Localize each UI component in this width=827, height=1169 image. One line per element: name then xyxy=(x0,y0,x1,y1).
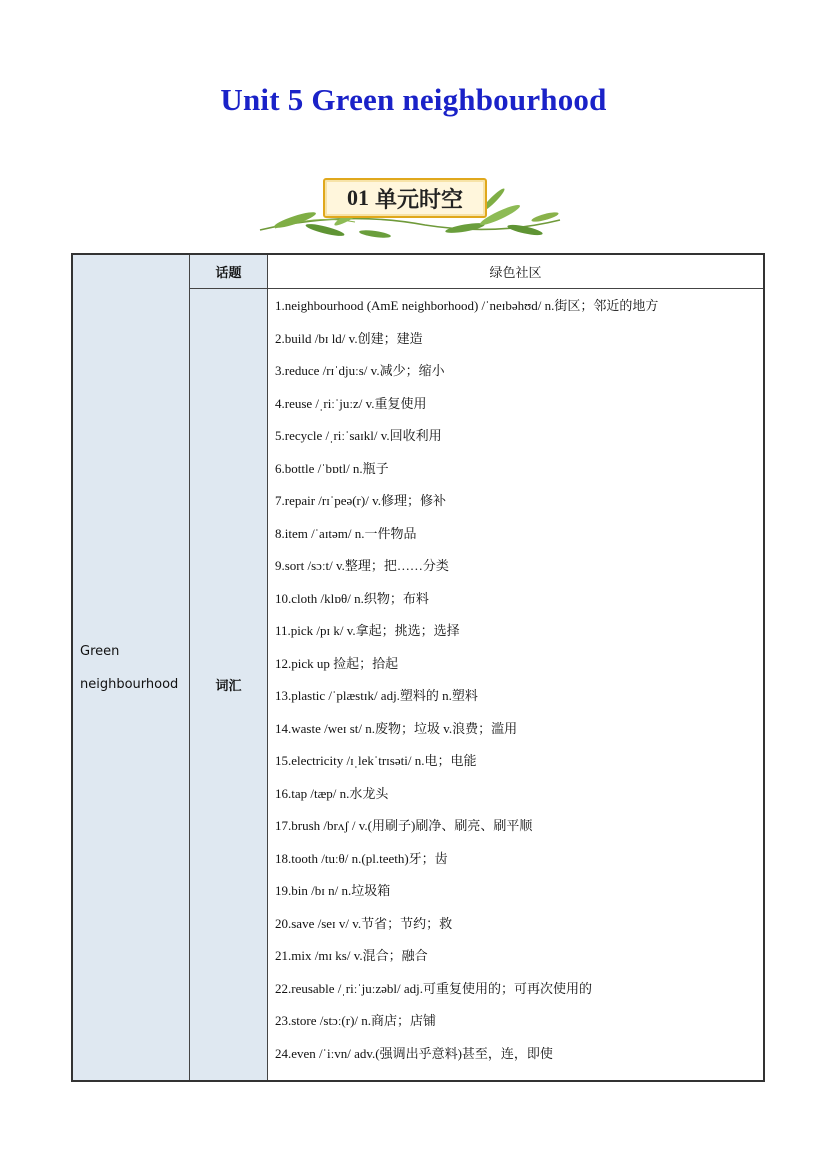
page-title: Unit 5 Green neighbourhood xyxy=(220,82,607,117)
topic-value: 绿色社区 xyxy=(268,254,765,289)
vocab-item: 6.bottle /ˈbɒtl/ n.瓶子 xyxy=(275,460,389,476)
vocab-item: 10.cloth /klɒθ/ n.织物；布料 xyxy=(275,590,429,606)
vocab-item: 20.save /seɪ v/ v.节省；节约；救 xyxy=(275,915,453,931)
vocab-item: 23.store /stɔː(r)/ n.商店；店铺 xyxy=(275,1013,437,1028)
vocab-item: 5.recycle /ˌriːˈsaɪkl/ v.回收利用 xyxy=(275,428,442,443)
vocab-item: 2.build /bɪ ld/ v.创建；建造 xyxy=(275,330,423,346)
unit-label-cell xyxy=(72,254,190,1081)
vocab-item: 22.reusable /ˌriːˈjuːzəbl/ adj.可重复使用的；可再次使用的 xyxy=(275,980,593,996)
topic-row xyxy=(72,254,764,289)
vocab-item: 21.mix /mɪ ks/ v.混合；融合 xyxy=(275,948,428,963)
vocab-item: 9.sort /sɔːt/ v.整理；把……分类 xyxy=(275,558,449,573)
vocab-item: 7.repair /rɪˈpeə(r)/ v.修理；修补 xyxy=(275,493,446,508)
vocab-label: 词汇 xyxy=(190,289,268,1082)
section-title: 单元时空 xyxy=(374,186,463,212)
vocab-item: 1.neighbourhood (AmE neighborhood) /ˈneɪbəhʊd/ n.街区；邻近的地方 xyxy=(275,298,659,313)
vocab-item: 8.item /ˈaɪtəm/ n.一件物品 xyxy=(275,525,417,541)
topic-label: 话题 xyxy=(190,254,268,289)
vocab-item: 3.reduce /rɪˈdjuːs/ v.减少；缩小 xyxy=(275,363,445,378)
vocab-item: 13.plastic /ˈplæstɪk/ adj.塑料的 n.塑料 xyxy=(275,688,478,703)
vocab-item: 16.tap /tæp/ n.水龙头 xyxy=(275,785,389,801)
vocab-item: 4.reuse /ˌriːˈjuːz/ v.重复使用 xyxy=(275,395,427,411)
section-banner xyxy=(255,170,565,245)
unit-label-line1: Green xyxy=(80,643,120,659)
vocab-cell xyxy=(268,289,765,1082)
vocab-item: 15.electricity /ɪˌlekˈtrɪsəti/ n.电；电能 xyxy=(275,753,477,768)
vocab-item: 17.brush /brʌʃ / v.(用刷子)刷净、刷亮、刷平顺 xyxy=(275,818,533,833)
vocab-item: 12.pick up 捡起；拾起 xyxy=(275,655,399,671)
vocab-table xyxy=(71,253,765,1082)
vocab-item: 18.tooth /tuːθ/ n.(pl.teeth)牙；齿 xyxy=(275,850,448,866)
vocab-list xyxy=(268,289,763,1080)
section-badge xyxy=(323,178,487,218)
unit-label-line2: neighbourhood xyxy=(80,676,179,692)
section-number: 01 xyxy=(346,185,369,210)
vocab-item: 24.even /ˈiːvn/ adv.(强调出乎意料)甚至，连，即使 xyxy=(275,1045,553,1061)
vocab-item: 11.pick /pɪ k/ v.拿起；挑选；选择 xyxy=(275,623,460,638)
vocab-item: 14.waste /weɪ st/ n.废物；垃圾 v.浪费；滥用 xyxy=(275,720,518,736)
vocab-item: 19.bin /bɪ n/ n.垃圾箱 xyxy=(275,883,391,898)
